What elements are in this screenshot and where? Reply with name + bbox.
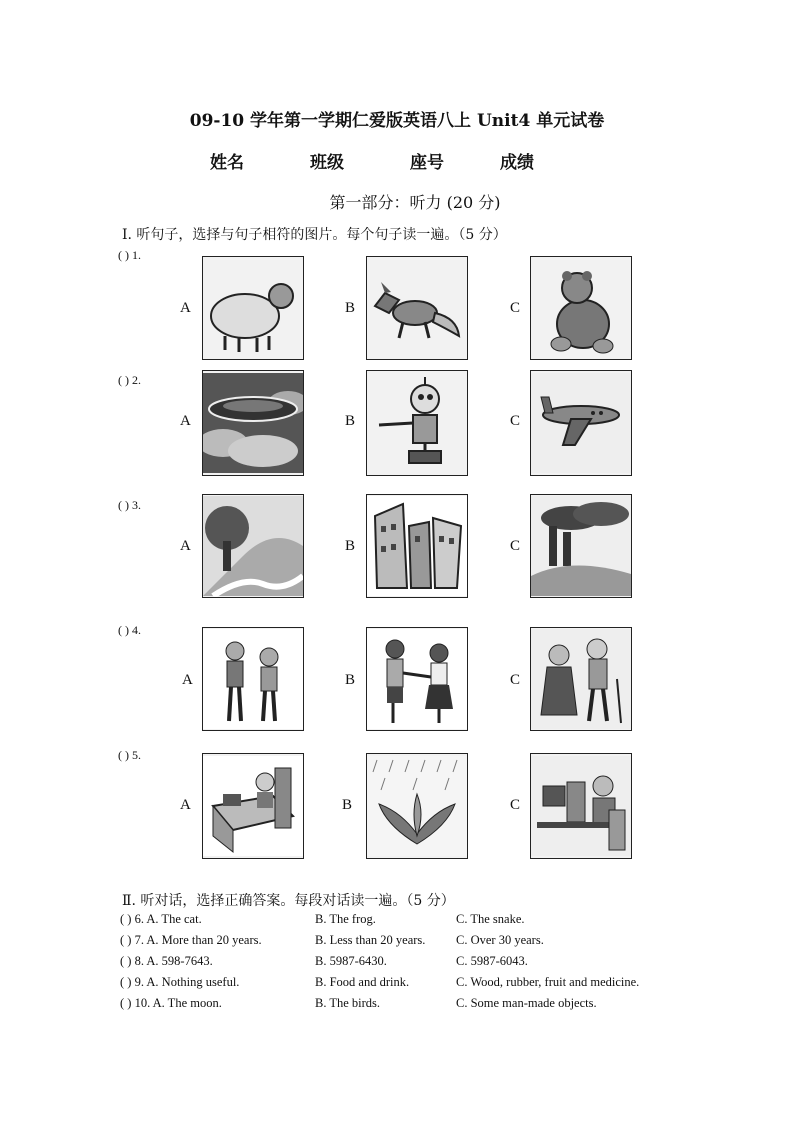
q9-option-a: ( ) 9. A. Nothing useful. (120, 975, 240, 989)
bear-icon (530, 256, 632, 360)
q9-option-c: C. Wood, rubber, fruit and medicine. (456, 975, 640, 989)
q4-option-b: B (345, 672, 356, 688)
q8-option-a: ( ) 8. A. 598-7643. (120, 954, 213, 968)
two-boys-icon (202, 627, 304, 731)
section1-instruction: Ⅰ. 听句子，选择与句子相符的图片。每个句子读一遍。（5 分） (122, 227, 507, 243)
city-buildings-icon (366, 494, 468, 598)
exam-title: 09-10 学年第一学期仁爱版英语八上 Unit4 单元试卷 (189, 111, 605, 131)
q1-option-a: A (180, 300, 191, 316)
q2-option-b: B (345, 413, 356, 429)
q4-option-c: C (510, 672, 521, 688)
fox-icon (366, 256, 468, 360)
q9-option-b: B. Food and drink. (315, 975, 410, 989)
q7-option-a: ( ) 7. A. More than 20 years. (120, 933, 262, 947)
computer-user-icon (530, 753, 632, 859)
factory-smoke-icon (530, 494, 632, 598)
question-2-number: ( ) 2. (118, 373, 141, 387)
q6-option-b: B. The frog. (315, 912, 376, 926)
q7-option-b: B. Less than 20 years. (315, 933, 426, 947)
nature-landscape-icon (202, 494, 304, 598)
question-3-number: ( ) 3. (118, 498, 141, 512)
question-5-number: ( ) 5. (118, 748, 141, 762)
q5-option-a: A (180, 797, 191, 813)
q2-option-a: A (180, 413, 191, 429)
q6-option-c: C. The snake. (456, 912, 525, 926)
question-1-number: ( ) 1. (118, 248, 141, 262)
name-label: 姓名 (210, 153, 244, 173)
q1-option-b: B (345, 300, 356, 316)
q2-option-c: C (510, 413, 521, 429)
q5-option-c: C (510, 797, 521, 813)
ufo-icon (202, 370, 304, 476)
q6-option-a: ( ) 6. A. The cat. (120, 912, 202, 926)
rain-plant-icon (366, 753, 468, 859)
q8-option-b: B. 5987-6430. (315, 954, 387, 968)
old-couple-icon (530, 627, 632, 731)
q1-option-c: C (510, 300, 521, 316)
two-girls-shaking-hands-icon (366, 627, 468, 731)
office-worker-icon (202, 753, 304, 859)
q3-option-c: C (510, 538, 521, 554)
robot-icon (366, 370, 468, 476)
q3-option-a: A (180, 538, 191, 554)
sheep-icon (202, 256, 304, 360)
q8-option-c: C. 5987-6043. (456, 954, 528, 968)
q10-option-a: ( ) 10. A. The moon. (120, 996, 222, 1010)
part1-title: 第一部分：听力 (20 分) (329, 193, 501, 212)
q10-option-b: B. The birds. (315, 996, 381, 1010)
q7-option-c: C. Over 30 years. (456, 933, 544, 947)
q4-option-a: A (182, 672, 193, 688)
q5-option-b: B (342, 797, 353, 813)
section2-instruction: Ⅱ. 听对话，选择正确答案。每段对话读一遍。（5 分） (122, 893, 455, 909)
class-label: 班级 (310, 153, 344, 173)
airplane-icon (530, 370, 632, 476)
q10-option-c: C. Some man-made objects. (456, 996, 597, 1010)
seat-label: 座号 (410, 153, 444, 173)
q3-option-b: B (345, 538, 356, 554)
score-label: 成绩 (500, 153, 534, 173)
question-4-number: ( ) 4. (118, 623, 141, 637)
